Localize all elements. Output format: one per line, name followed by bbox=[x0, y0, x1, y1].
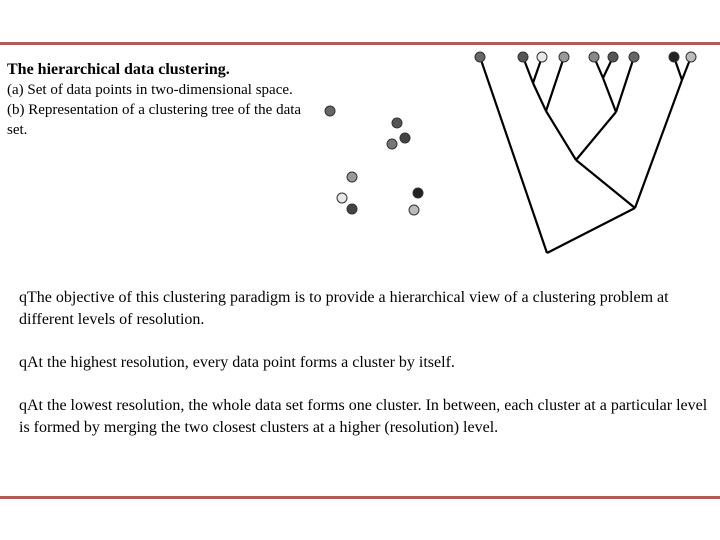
tree-branch bbox=[635, 80, 682, 208]
data-point bbox=[337, 193, 347, 203]
tree-branch bbox=[546, 57, 564, 111]
bullet-marker: q bbox=[19, 289, 27, 306]
tree-leaf bbox=[589, 52, 599, 62]
tree-leaf bbox=[518, 52, 528, 62]
data-point bbox=[325, 106, 335, 116]
caption-line-a: (a) Set of data points in two-dimensional space. bbox=[7, 82, 293, 98]
tree-branch bbox=[533, 83, 546, 111]
data-point bbox=[409, 205, 419, 215]
dendrogram bbox=[480, 57, 691, 253]
caption-line-b: (b) Representation of a clustering tree of the data set. bbox=[7, 102, 302, 138]
tree-branch bbox=[480, 57, 547, 253]
tree-branch bbox=[603, 78, 616, 112]
bullet-list bbox=[19, 287, 709, 460]
tree-leaf bbox=[686, 52, 696, 62]
data-point bbox=[347, 172, 357, 182]
bullet-text: At the highest resolution, every data point forms a cluster by itself. bbox=[27, 354, 455, 371]
bullet-item bbox=[19, 287, 709, 331]
bullet-item bbox=[19, 395, 709, 439]
bullet-text: At the lowest resolution, the whole data set forms one cluster. In between, each cluster at a particular level is formed by merging the two closest clusters at a higher (resolution) level. bbox=[19, 397, 708, 436]
tree-branch bbox=[547, 208, 635, 253]
tree-branch bbox=[576, 160, 635, 208]
tree-leaf bbox=[669, 52, 679, 62]
data-point bbox=[400, 133, 410, 143]
bullet-item bbox=[19, 352, 709, 374]
data-point bbox=[392, 118, 402, 128]
tree-branch bbox=[616, 57, 634, 112]
tree-leaf bbox=[608, 52, 618, 62]
scatter-plot bbox=[325, 106, 423, 215]
data-point bbox=[387, 139, 397, 149]
tree-leaf bbox=[537, 52, 547, 62]
bullet-marker: q bbox=[19, 397, 27, 414]
data-point bbox=[347, 204, 357, 214]
caption-title: The hierarchical data clustering. bbox=[7, 61, 230, 78]
bullet-text: The objective of this clustering paradigm is to provide a hierarchical view of a clustering problem at different levels of resolution. bbox=[19, 289, 669, 328]
tree-leaf bbox=[629, 52, 639, 62]
tree-branch bbox=[546, 111, 576, 160]
dendrogram-leaves bbox=[475, 52, 696, 62]
tree-leaf bbox=[559, 52, 569, 62]
tree-leaf bbox=[475, 52, 485, 62]
data-point bbox=[413, 188, 423, 198]
tree-branch bbox=[576, 112, 616, 160]
bullet-marker: q bbox=[19, 354, 27, 371]
